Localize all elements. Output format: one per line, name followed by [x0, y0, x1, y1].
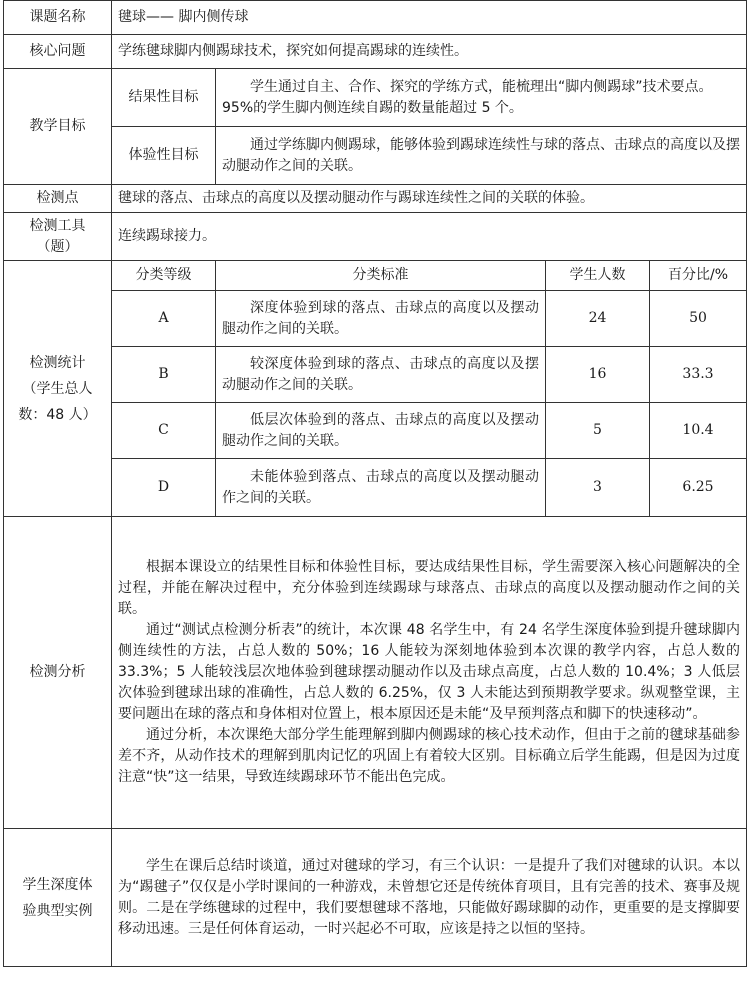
- stats-header-criteria: 分类标准: [216, 261, 546, 291]
- stats-grade: B: [112, 347, 216, 403]
- result-goal-text: [216, 69, 747, 127]
- analysis-paragraph: 通过分析，本次课绝大部分学生能理解到脚内侧踢球的核心技术动作，但由于之前的毽球基础参差不齐，从动作技术的理解到肌肉记忆的巩固上有着较大区别。目标确立后学生能踢，但是因为过度注意“快”这一结果，导致连续踢球环节不能出色完成。: [118, 727, 741, 785]
- row-check-point: [4, 185, 747, 213]
- check-tool-label: [4, 213, 112, 261]
- stats-row: [4, 459, 747, 517]
- stats-label: [4, 261, 112, 517]
- stats-row: [4, 291, 747, 347]
- row-analysis: [4, 517, 747, 829]
- stats-criteria-cell: [216, 347, 546, 403]
- stats-criteria-cell: [216, 403, 546, 459]
- stats-header-row: [4, 261, 747, 291]
- core-question-label: 核心问题: [4, 35, 112, 69]
- stats-grade: A: [112, 291, 216, 347]
- lesson-table: [3, 0, 747, 967]
- stats-header-count: 学生人数: [546, 261, 650, 291]
- stats-label-line1: 检测统计: [29, 354, 86, 371]
- stats-row: [4, 347, 747, 403]
- result-goal-value: 学生通过自主、合作、探究的学练方式，能梳理出“脚内侧踢球”技术要点。95%的学生脚内侧连续自踢的数量能超过 5 个。: [222, 78, 713, 116]
- stats-percent: 50: [650, 291, 747, 347]
- example-text-cell: [112, 829, 747, 967]
- check-point-label: 检测点: [4, 185, 112, 213]
- experience-goal-value: 通过学练脚内侧踢球，能够体验到踢球连续性与球的落点、击球点的高度以及摆动腿动作之间的关联。: [222, 136, 740, 174]
- stats-criteria: 低层次体验到的落点、击球点的高度以及摆动腿动作之间的关联。: [222, 411, 539, 449]
- example-label-line1: 学生深度体: [22, 876, 93, 893]
- stats-criteria-cell: [216, 291, 546, 347]
- result-goal-label: 结果性目标: [112, 69, 216, 127]
- example-text: 学生在课后总结时谈道，通过对毽球的学习，有三个认识：一是提升了我们对毽球的认识。本以为“踢毽子”仅仅是小学时课间的一种游戏，未曾想它还是传统体育项目，且有完善的技术、赛事及规则。二是在学练毽球的过程中，我们要想毽球不落地，只能做好踢球脚的动作，更重要的是支撑脚要移动迅速。三是任何体育运动，一时兴起必不可取，应该是持之以恒的坚持。: [118, 857, 741, 937]
- core-question-value: 学练毽球脚内侧踢球技术，探究如何提高踢球的连续性。: [112, 35, 747, 69]
- stats-criteria: 深度体验到球的落点、击球点的高度以及摆动腿动作之间的关联。: [222, 299, 539, 337]
- stats-grade: C: [112, 403, 216, 459]
- stats-header-grade: 分类等级: [112, 261, 216, 291]
- stats-criteria: 未能体验到落点、击球点的高度以及摆动腿动作之间的关联。: [222, 468, 539, 506]
- row-core-question: [4, 35, 747, 69]
- stats-grade: D: [112, 459, 216, 517]
- stats-header-percent: 百分比/%: [650, 261, 747, 291]
- row-example: [4, 829, 747, 967]
- analysis-paragraph: 根据本课设立的结果性目标和体验性目标，要达成结果性目标，学生需要深入核心问题解决的全过程，并能在解决过程中，充分体验到连续踢球与球落点、击球点的高度以及摆动腿动作之间的关联。: [118, 559, 741, 617]
- analysis-label: 检测分析: [4, 517, 112, 829]
- example-label-line2: 验典型实例: [22, 902, 93, 919]
- stats-row: [4, 403, 747, 459]
- analysis-text: [112, 517, 747, 829]
- row-course: [4, 1, 747, 35]
- experience-goal-label: 体验性目标: [112, 127, 216, 185]
- example-label: [4, 829, 112, 967]
- stats-label-line3: 数：48 人）: [18, 406, 97, 423]
- stats-criteria: 较深度体验到球的落点、击球点的高度以及摆动腿动作之间的关联。: [222, 355, 539, 393]
- stats-count: 5: [546, 403, 650, 459]
- row-goal-experience: [4, 127, 747, 185]
- stats-label-line2: （学生总人: [22, 380, 93, 397]
- stats-count: 3: [546, 459, 650, 517]
- stats-percent: 33.3: [650, 347, 747, 403]
- row-check-tool: [4, 213, 747, 261]
- stats-percent: 10.4: [650, 403, 747, 459]
- course-label: 课题名称: [4, 1, 112, 35]
- check-tool-label-line1: 检测工具: [29, 217, 86, 234]
- row-goal-result: [4, 69, 747, 127]
- analysis-paragraph: 通过“测试点检测分析表”的统计，本次课 48 名学生中，有 24 名学生深度体验到提升毽球脚内侧连续性的方法，占总人数的 50%；16 人能较为深刻地体验到本次课的教学内容，占总人数的 33.3%；5 人能较浅层次地体验到毽球摆动腿动作以及击球点高度，占总人数的 10.4%；3 人低层次体验到毽球出球的准确性，占总人数的 6.25%，仅 3 人未能达到预期教学要求。纵观整堂课，主要问题出在球的落点和身体相对位置上，根本原因还是未能“及早预判落点和脚下的快速移动”。: [118, 622, 741, 722]
- check-point-value: 毽球的落点、击球点的高度以及摆动腿动作与踢球连续性之间的关联的体验。: [112, 185, 747, 213]
- stats-count: 16: [546, 347, 650, 403]
- stats-percent: 6.25: [650, 459, 747, 517]
- stats-count: 24: [546, 291, 650, 347]
- experience-goal-text: [216, 127, 747, 185]
- check-tool-label-line2: （题）: [36, 238, 79, 255]
- goals-label: 教学目标: [4, 69, 112, 185]
- course-value: 毽球—— 脚内侧传球: [112, 1, 747, 35]
- stats-criteria-cell: [216, 459, 546, 517]
- check-tool-value: 连续踢球接力。: [112, 213, 747, 261]
